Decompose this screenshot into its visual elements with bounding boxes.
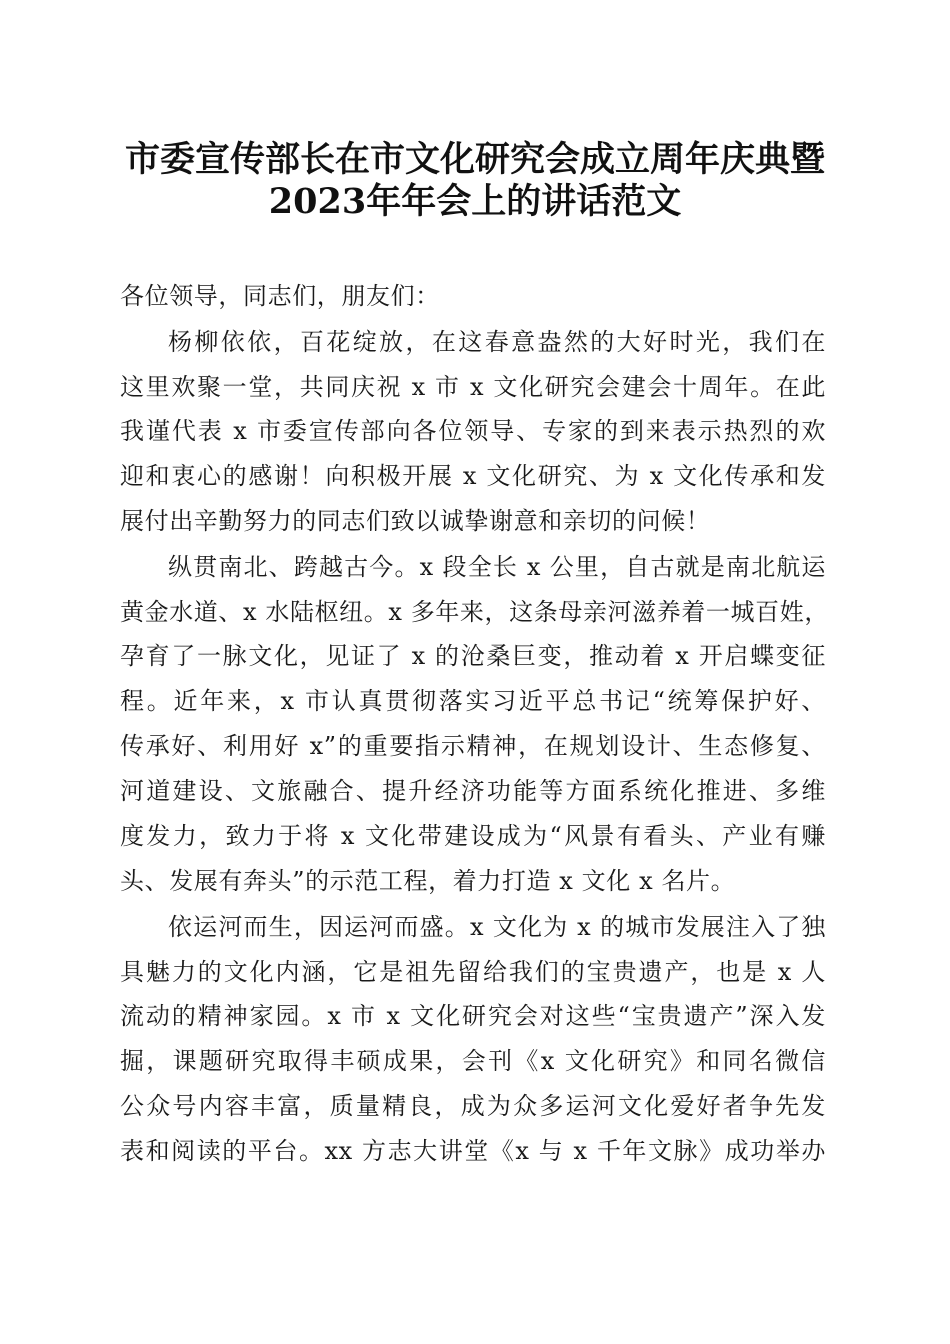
paragraph-line: 迎和衷心的感谢！向积极开展 x 文化研究、为 x 文化传承和发: [120, 462, 826, 490]
document-title-line-1: 市委宣传部长在市文化研究会成立周年庆典暨: [124, 139, 825, 180]
paragraph-line: 黄金水道、x 水陆枢纽。x 多年来，这条母亲河滋养着一城百姓，: [120, 598, 829, 626]
paragraph-line: 掘，课题研究取得丰硕成果，会刊《x 文化研究》和同名微信: [120, 1047, 826, 1075]
paragraph-line: 程。近年来，x 市认真贯彻落实习近平总书记“统筹保护好、: [120, 687, 826, 715]
paragraph-line: 传承好、利用好 x”的重要指示精神，在规划设计、生态修复、: [120, 732, 826, 760]
paragraph-line: 河道建设、文旅融合、提升经济功能等方面系统化推进、多维: [120, 777, 826, 805]
paragraph-line: 公众号内容丰富，质量精良，成为众多运河文化爱好者争先发: [120, 1092, 826, 1120]
paragraph-line: 杨柳依依，百花绽放，在这春意盎然的大好时光，我们在: [168, 328, 826, 356]
paragraph-line: 纵贯南北、跨越古今。x 段全长 x 公里，自古就是南北航运: [168, 553, 826, 581]
paragraph-line: 展付出辛勤努力的同志们致以诚挚谢意和亲切的问候！: [120, 507, 711, 535]
document-title-line-2: 2023年年会上的讲话范文: [268, 181, 682, 222]
paragraph-line: 依运河而生，因运河而盛。x 文化为 x 的城市发展注入了独: [168, 913, 826, 941]
paragraph-line: 这里欢聚一堂，共同庆祝 x 市 x 文化研究会建会十周年。在此: [120, 373, 826, 401]
paragraph-line: 流动的精神家园。x 市 x 文化研究会对这些“宝贵遗产”深入发: [120, 1002, 826, 1030]
paragraph-line: 具魅力的文化内涵，它是祖先留给我们的宝贵遗产，也是 x 人: [120, 958, 826, 986]
paragraph-line: 度发力，致力于将 x 文化带建设成为“风景有看头、产业有赚: [120, 822, 826, 850]
paragraph-line: 头、发展有奔头”的示范工程，着力打造 x 文化 x 名片。: [120, 867, 736, 895]
paragraph-line: 孕育了一脉文化，见证了 x 的沧桑巨变，推动着 x 开启蝶变征: [120, 642, 826, 670]
paragraph-line: 表和阅读的平台。xx 方志大讲堂《x 与 x 千年文脉》成功举办: [120, 1137, 826, 1165]
paragraph-line: 我谨代表 x 市委宣传部向各位领导、专家的到来表示热烈的欢: [120, 417, 826, 445]
salutation: 各位领导，同志们，朋友们：: [120, 282, 440, 310]
